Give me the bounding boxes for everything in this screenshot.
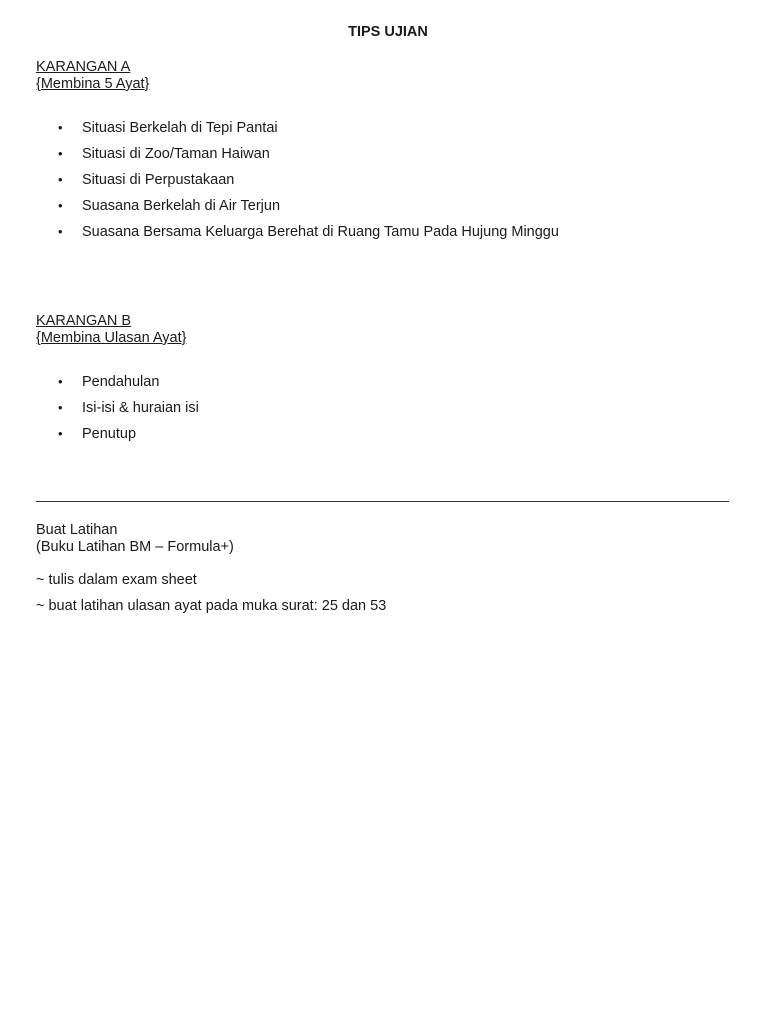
list-item-text: Penutup xyxy=(82,426,137,442)
bullet-icon: • xyxy=(58,120,63,135)
bullet-icon: • xyxy=(58,374,63,389)
section-b-heading xyxy=(36,313,186,347)
list-item-text: Isi-isi & huraian isi xyxy=(82,400,199,416)
bullet-icon: • xyxy=(58,146,63,161)
exercise-note-1: ~ tulis dalam exam sheet xyxy=(36,572,197,588)
section-a-heading xyxy=(36,59,149,93)
exercise-note-2: ~ buat latihan ulasan ayat pada muka surat: 25 dan 53 xyxy=(36,598,387,614)
list-item-text: Suasana Berkelah di Air Terjun xyxy=(82,198,281,214)
list-item-text: Situasi Berkelah di Tepi Pantai xyxy=(82,120,278,136)
list-item-text: Suasana Bersama Keluarga Berehat di Ruang Tamu Pada Hujung Minggu xyxy=(82,224,559,240)
section-b-subtitle: {Membina Ulasan Ayat} xyxy=(36,330,187,346)
exercise-block xyxy=(36,522,234,556)
section-a-title: KARANGAN A xyxy=(36,59,131,75)
bullet-icon: • xyxy=(58,426,63,441)
exercise-title: Buat Latihan xyxy=(36,522,118,538)
horizontal-divider xyxy=(36,501,729,502)
list-item xyxy=(36,399,199,425)
section-a-subtitle: {Membina 5 Ayat} xyxy=(36,76,150,92)
section-b-title: KARANGAN B xyxy=(36,313,132,329)
list-item xyxy=(36,145,559,171)
list-item xyxy=(36,373,199,399)
section-a-list xyxy=(36,119,559,249)
page-title: TIPS UJIAN xyxy=(348,24,428,40)
bullet-icon: • xyxy=(58,172,63,187)
list-item-text: Situasi di Perpustakaan xyxy=(82,172,235,188)
section-b-list xyxy=(36,373,199,451)
list-item-text: Situasi di Zoo/Taman Haiwan xyxy=(82,146,270,162)
list-item xyxy=(36,425,199,451)
list-item xyxy=(36,171,559,197)
bullet-icon: • xyxy=(58,224,63,239)
bullet-icon: • xyxy=(58,198,63,213)
list-item-text: Pendahulan xyxy=(82,374,160,390)
exercise-book: (Buku Latihan BM – Formula+) xyxy=(36,539,234,555)
bullet-icon: • xyxy=(58,400,63,415)
list-item xyxy=(36,223,559,249)
list-item xyxy=(36,197,559,223)
list-item xyxy=(36,119,559,145)
